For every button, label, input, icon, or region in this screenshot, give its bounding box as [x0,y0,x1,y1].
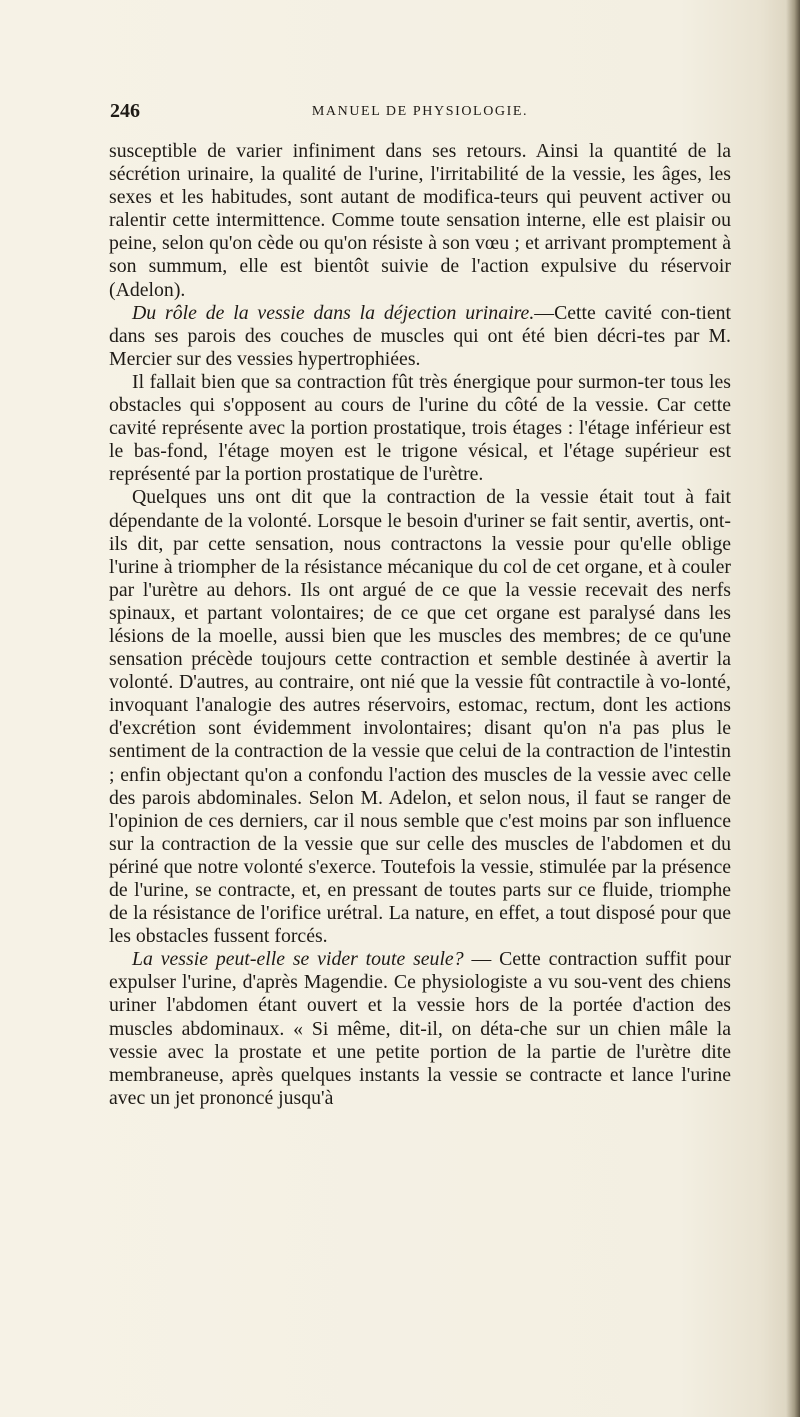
page-edge-shadow [786,0,800,1417]
paragraph-2 [109,302,731,371]
paragraph-1: susceptible de varier infiniment dans ses retours. Ainsi la quantité de la sécrétion urinaire, la qualité de l'urine, l'irritabilité de la vessie, les âges, les sexes et les habitudes, sont autant de modifica-teurs qui peuvent activer ou ralentir cette intermittence. Comme toute sensation interne, elle est plaisir ou peine, selon qu'on cède ou qu'on résiste à son vœu ; et arrivant promptement à son summum, elle est bientôt suivie de l'action expulsive du réservoir (Adelon). [109,140,731,301]
paragraph-5 [109,948,731,1110]
paragraph-5-text: — Cette contraction suffit pour expulser l'urine, d'après Magendie. Ce physiologiste a vu sou-vent des chiens uriner l'abdomen étant ouvert et la vessie hors de la portée d'action des muscles abdominaux. « Si même, dit-il, on déta-che sur un chien mâle la vessie avec la prostate et une petite portion de la partie de l'urètre dite membraneuse, après quelques instants la vessie se contracte et lance l'urine avec un jet prononcé jusqu'à [109,948,731,1109]
paragraph-3: Il fallait bien que sa contraction fût très énergique pour surmon-ter tous les obstacles qui s'opposent au cours de l'urine du côté de la vessie. Car cette cavité représente avec la portion prostatique, trois étages : l'étage inférieur est le bas-fond, l'étage moyen est le trigone vésical, et l'étage supérieur est représenté par la portion prostatique de l'urètre. [109,370,731,486]
running-head: MANUEL DE PHYSIOLOGIE. [311,104,529,119]
section-heading-role-of-bladder: Du rôle de la vessie dans la déjection urinaire. [132,301,535,324]
body-text [109,140,731,1110]
page-number: 246 [110,100,140,122]
paragraph-4: Quelques uns ont dit que la contraction de la vessie était tout à fait dépendante de la volonté. Lorsque le besoin d'uriner se fait sentir, avertis, ont-ils dit, par cette sensation, nous contractons la vessie pour qu'elle oblige l'urine à triompher de la résistance mécanique du col de cet organe, et à couler par l'urètre au dehors. Ils ont argué de ce que la vessie recevait des nerfs spinaux, et partant volontaires; de ce que cet organe est paralysé dans les lésions de la moelle, aussi bien que les muscles des membres; de ce qu'une sensation précède toujours cette contraction et semble destinée à avertir la volonté. D'autres, au contraire, ont nié que la vessie fût contractile à vo-lonté, invoquant l'analogie des autres réservoirs, estomac, rectum, dont les actions d'excrétion sont évidemment involontaires; disant qu'on n'a pas plus le sentiment de la contraction de la vessie que celui de la contraction de l'intestin ; enfin objectant qu'on a confondu l'action des muscles de la vessie avec celle des parois abdominales. Selon M. Adelon, et selon nous, il faut se ranger de l'opinion de ces derniers, car il nous semble que c'est moins par son influence sur la contraction de la vessie que sur celle des muscles de l'abdomen et du périné que notre volonté s'exerce. Toutefois la vessie, stimulée par la présence de l'urine, se contracte, et, en pressant de toutes parts sur ce fluide, triomphe de la résistance de l'orifice urétral. La nature, en effet, a tout disposé pour que les obstacles fussent forcés. [109,486,731,948]
paragraph-2-text: —Cette cavité con-tient dans ses parois des couches de muscles qui ont été bien décri-tes par M. Mercier sur des vessies hypertrophiées. [109,301,731,370]
section-heading-bladder-empty-alone: La vessie peut-elle se vider toute seule? [132,948,464,971]
page-header [110,100,730,130]
